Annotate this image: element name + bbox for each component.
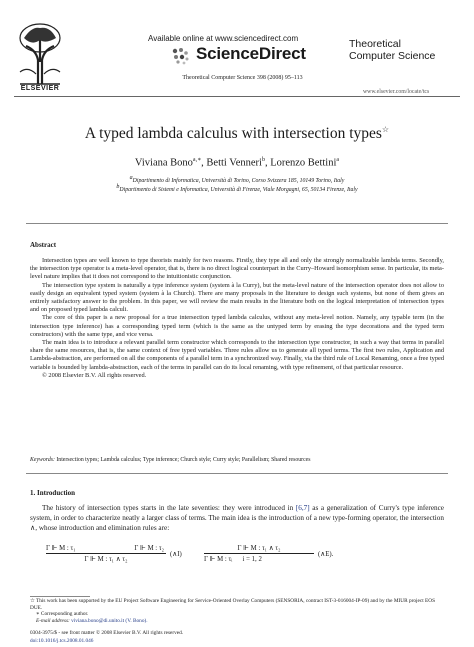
keywords-label: Keywords:: [30, 457, 55, 463]
issn-line: 0304-3975/$ - see front matter © 2008 Elsevier B.V. All rights reserved.: [30, 630, 184, 636]
author-affiliation-mark[interactable]: b: [261, 157, 265, 163]
rule-bar: [46, 553, 166, 554]
citation-link[interactable]: [6,7]: [295, 504, 310, 512]
abstract-paragraph: The intersection type system is naturally a type inference system (system à la Curry), but the meta-level nature of the intersection operator does not allow to easily design an equivalent typed system (system à la Church). There are many proposals in the literature to design such systems, but none of them gives an entirely satisfactory answer to the problem. In this paper, we will review the main results in the literature both on the logical interpretation of intersection types and on proposed typed lambda calculi.: [30, 281, 444, 314]
keywords-list: Intersection types; Lambda calculus; Type inference; Church style; Curry style; Parallelism; Shared resources: [56, 457, 311, 463]
affiliation-b: [0, 184, 474, 193]
sciencedirect-icon: [170, 46, 190, 66]
rule-conclusion: Γ ⊩ M : τ₁ ∧ τ₂: [84, 555, 128, 563]
rule-name: (∧E).: [318, 551, 334, 558]
doi-line: [30, 638, 93, 644]
intro-text: The history of intersection types starts in the late seventies: they were introduced in: [42, 504, 296, 512]
title-footnote-mark[interactable]: ☆: [381, 125, 390, 134]
journal-citation: Theoretical Computer Science 398 (2008) 95–113: [182, 75, 303, 81]
journal-title: [349, 38, 459, 62]
intersection-elim-rule: [204, 544, 434, 584]
rule-conclusion: Γ ⊩ M : τᵢ i = 1, 2: [204, 555, 262, 563]
author-affiliation-mark[interactable]: a,∗: [192, 157, 202, 163]
email-label: E-mail address:: [36, 618, 72, 624]
author-name: Lorenzo Bettini: [270, 157, 337, 169]
affiliation-a: [0, 175, 474, 184]
author-separator: ,: [201, 157, 207, 169]
intro-paragraph: [30, 503, 444, 534]
copyright-line: © 2008 Elsevier B.V. All rights reserved.: [42, 371, 147, 379]
paper-title: [0, 125, 474, 143]
footnote-email: [36, 618, 148, 624]
intro-body: [30, 503, 444, 534]
email-link[interactable]: viviana.bono@di.unito.it (V. Bono).: [71, 618, 148, 624]
keywords: [30, 457, 444, 463]
available-online-text: Available online at www.sciencedirect.com: [148, 34, 299, 43]
header-divider: [14, 96, 460, 97]
intersection-intro-rule: [46, 544, 206, 584]
affiliation-mark: a: [129, 175, 133, 181]
journal-title-line-1: Theoretical: [349, 38, 401, 50]
publisher-name: ELSEVIER: [20, 85, 60, 92]
journal-url-link[interactable]: www.elsevier.com/locate/tcs: [363, 89, 430, 95]
abstract-heading: Abstract: [30, 241, 57, 249]
rule-name: (∧I): [170, 551, 182, 558]
rule-premise: Γ ⊩ M : τ₁ ∧ τ₂: [237, 545, 281, 552]
paper-title-text: A typed lambda calculus with intersection types: [84, 125, 382, 143]
section-heading-introduction: 1. Introduction: [30, 489, 75, 497]
abstract-paragraph: The core of this paper is a new proposal for a true intersection typed lambda calculus, without any meta-level notion. Namely, any typable term (in the intersection type inference) has a corresponding typed term (which is the same as the untyped term by erasing the type decorations and the typed term constructors) with the same type, and vice versa.: [30, 314, 444, 338]
affiliation-text: Dipartimento di Sistemi e Informatica, Università di Firenze, Viale Morgagni, 65, 50134 Firenze, Italy: [119, 186, 358, 193]
abstract-paragraph: Intersection types are well known to type theorists mainly for two reasons. Firstly, they type all and only the strongly normalizable lambda terms. Secondly, the intersection type operator is a meta-level operator, that is, there is no direct logical counterpart in the Curry–Howard isomorphism sense. In particular, its meta-level nature implies that it does not correspond to the intuitionistic conjunction.: [30, 257, 444, 281]
abstract-divider: [26, 473, 448, 474]
author-name: Betti Venneri: [206, 157, 262, 169]
rule-premise: Γ ⊩ M : τ₂: [134, 545, 164, 552]
footnote-divider: [30, 596, 90, 597]
footnote-funding: ☆ This work has been supported by the EU Project Software Engineering for Service-Oriented Overlay Computers (SENSORIA, contract IST-3-016004-IP-09) and by the MIUR project EOS DUE.: [30, 598, 436, 611]
footnote-corresponding: ∗ Corresponding author.: [36, 611, 89, 617]
elsevier-tree-logo: [16, 20, 64, 86]
intro-text: as a generalization of Curry's type inference system, in order to characterize neatly a larger class of terms. The main idea is the introduction of a new type-forming operator, the intersection ∧, whose introduction and elimination rules are:: [30, 504, 444, 533]
abstract-paragraph: The main idea is to introduce a relevant parallel term constructor which corresponds to the intersection type constructor, in such a way that terms in parallel share the same resources, that is, the same context of free typed variables. Three rules allow us to generate all typed terms. The first two rules, Application and Lambda-abstraction, are performed on all the components of a parallel term in a synchronized way. Finally, via the third rule of Local Renaming, once a free typed variable is bounded by lambda-abstraction, each of the terms in parallel can do its local renaming, with type refinement, of that particular resource.: [30, 339, 444, 371]
author-list: [0, 156, 474, 169]
sciencedirect-wordmark: ScienceDirect: [196, 44, 306, 63]
author-affiliation-mark[interactable]: a: [336, 157, 340, 163]
title-divider: [26, 223, 448, 224]
rule-premise: Γ ⊩ M : τ₁: [46, 545, 76, 552]
affiliation-mark: b: [116, 184, 120, 190]
author-name: Viviana Bono: [134, 157, 193, 169]
rule-bar: [204, 553, 314, 554]
affiliation-text: Dipartimento di Informatica, Università di Torino, Corso Svizzera 185, 10149 Torino, Italy: [132, 177, 345, 184]
doi-link[interactable]: doi:10.1016/j.tcs.2008.01.046: [30, 638, 94, 644]
abstract-body: [30, 257, 444, 380]
author-separator: ,: [264, 157, 271, 169]
journal-title-line-2: Computer Science: [349, 50, 436, 62]
